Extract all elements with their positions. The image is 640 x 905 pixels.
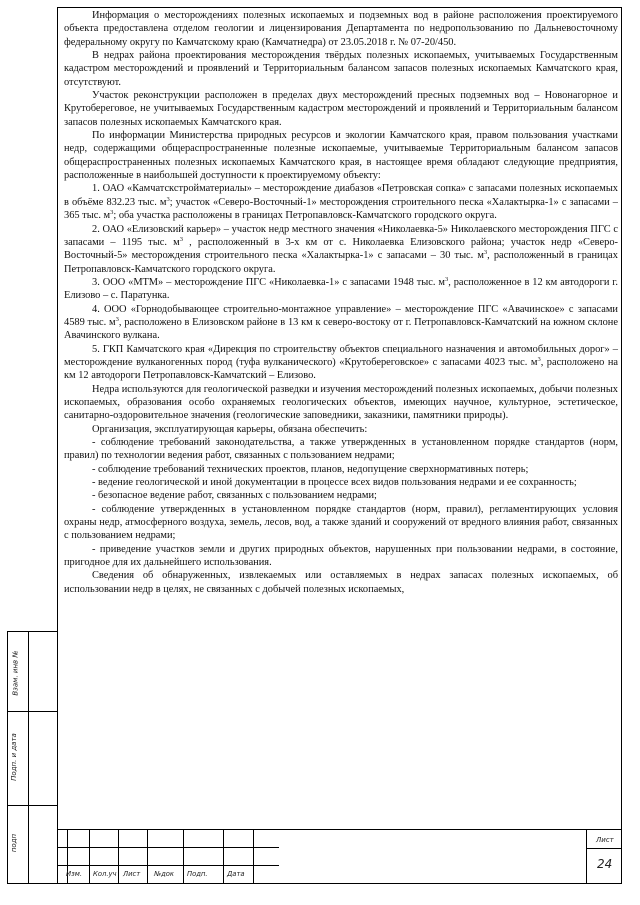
paragraph: Информация о месторождениях полезных ископаемых и подземных вод в районе расположения проектируемого объекта предоставлена отделом геологии и лицензирования Департамента по недропользованию по Дальневосточному федеральному округу по Камчатскому краю (Камчатнедра) от 23.05.2018 г. № 07-20/450. [64, 10, 618, 48]
list-item: 5. ГКП Камчатского края «Дирекция по строительству объектов специального назначения и автомобильных дорог» – месторождение вулканогенных пород (туфа вулканического) «Крутобереговское» с запасами 4023 тыс. $м^3$, расположено на км 12 автодороги Петропавловск-Камчатский – Елизово. [64, 343, 618, 382]
list-item: 1. ОАО «Камчатскстройматериалы» – месторождение диабазов «Петровская сопка» с запасами полезных ископаемых в объёме 832.23 тыс. $м^3$; участок «Северо-Восточный-1» месторождения строительного песка «Халактырка-1» с запасами – 365 тыс. $м^3$; оба участка расположены в границах Петропавловск-Камчатского городского округа. [64, 183, 618, 222]
paragraph: Недра используются для геологической разведки и изучения месторождений полезных ископаемых, добычи полезных ископаемых, образования особо охраняемых геологических объектов, имеющих научное, культурное, эстетическое, санитарно-оздоровительное значения (геологические заповедники, заказники, памятники природы). [64, 383, 618, 422]
side-label-podp-data: Подп. и дата [9, 733, 18, 781]
paragraph: По информации Министерства природных ресурсов и экологии Камчатского края, правом пользования участками недр, содержащими общераспространенные полезные ископаемые, учитываемые Территориальным балансом запасов общераспространенных полезных ископаемых Камчатского края, в настоящее время обладают следующие предприятия, расположенные в наибольшей доступности к проектируемому объекту: [64, 130, 618, 182]
stamp-col-date: Дата [227, 870, 245, 878]
title-block [57, 829, 622, 884]
paragraph: В недрах района проектирования месторождения твёрдых полезных ископаемых, учитываемых Государственным кадастром месторождений и проявлений и Территориальным балансом запасов полезных ископаемых Камчатского края, отсутствуют. [64, 50, 618, 88]
stamp-col-kol-uch: Кол.уч [93, 870, 117, 878]
paragraph: Сведения об обнаруженных, извлекаемых или оставляемых в недрах запасах полезных ископаемых, об использовании недр в целях, не связанных с добычей полезных ископаемых, [64, 570, 618, 595]
list-item: 4. ООО «Горнодобывающее строительно-монтажное управление» – месторождение ПГС «Авачинское» с запасами 4589 тыс. $м^3$, расположено в Елизовском районе в 13 км к северо-востоку от г. Петропавловск-Камчатский на южном склоне Авачинского вулкана. [64, 303, 618, 342]
stamp-col-izm: Изм. [66, 870, 82, 878]
bullet-item: - приведение участков земли и других природных объектов, нарушенных при пользовании недрами, в состояние, пригодное для их дальнейшего использования. [64, 543, 618, 569]
bullet-item: - безопасное ведение работ, связанных с пользованием недрами; [92, 490, 377, 502]
side-label-vzam: Взам. инв № [11, 650, 20, 696]
body-text [64, 9, 618, 829]
bullet-item: - соблюдение требований технических проектов, планов, недопущение сверхнормативных потерь; [92, 463, 529, 475]
side-label-podp: подп [10, 833, 19, 853]
bullet-item: - ведение геологической и иной документации в процессе всех видов пользования недрами и ее сохранность; [92, 477, 577, 489]
bullet-item: - соблюдение утвержденных в установленном порядке стандартов (норм, правил), регламентирующих условия охраны недр, атмосферного воздуха, земель, лесов, вод, а также зданий и сооружений от вредного влияния работ, связанных с пользованием недрами; [64, 503, 618, 542]
list-item: 2. ОАО «Елизовский карьер» – участок недр местного значения «Николаевка-5» Николаевского месторождения ПГС с запасами – 1195 тыс. $м^3$ , расположенный в 3-х км от с. Николаевка Елизовского района; участок недр «Северо-Восточный-5» месторождения строительного песка «Халактырка-1» с запасами – 30 тыс. $м^3$, расположенный в границах Петропавловск-Камчатского городского округа. [64, 223, 618, 275]
side-stamp [7, 631, 57, 884]
list-item: 3. ООО «МТМ» – месторождение ПГС «Николаевка-1» с запасами 1948 тыс. $м^3$, расположенное в 12 км автодороги г. Елизово – с. Паратунка. [64, 275, 618, 302]
paragraph: Участок реконструкции расположен в пределах двух месторождений пресных подземных вод – Новонагорное и Крутобереговое, не учитываемых Государственным кадастром месторождений и проявлений и Территориальным балансом запасов полезных ископаемых Камчатского края. [64, 90, 618, 128]
stamp-col-list: Лист [123, 870, 141, 878]
sheet-label: Лист [596, 836, 614, 844]
paragraph: Организация, эксплуатирующая карьеры, обязана обеспечить: [92, 423, 368, 435]
stamp-col-doc: №док [154, 870, 175, 878]
bullet-item: - соблюдение требований законодательства, а также утвержденных в установленном порядке стандартов (норм, правил) по технологии ведения работ, связанных с пользованием недрами; [64, 437, 618, 462]
sheet-number: 24 [597, 857, 613, 871]
stamp-col-podp: Подп. [187, 870, 208, 878]
